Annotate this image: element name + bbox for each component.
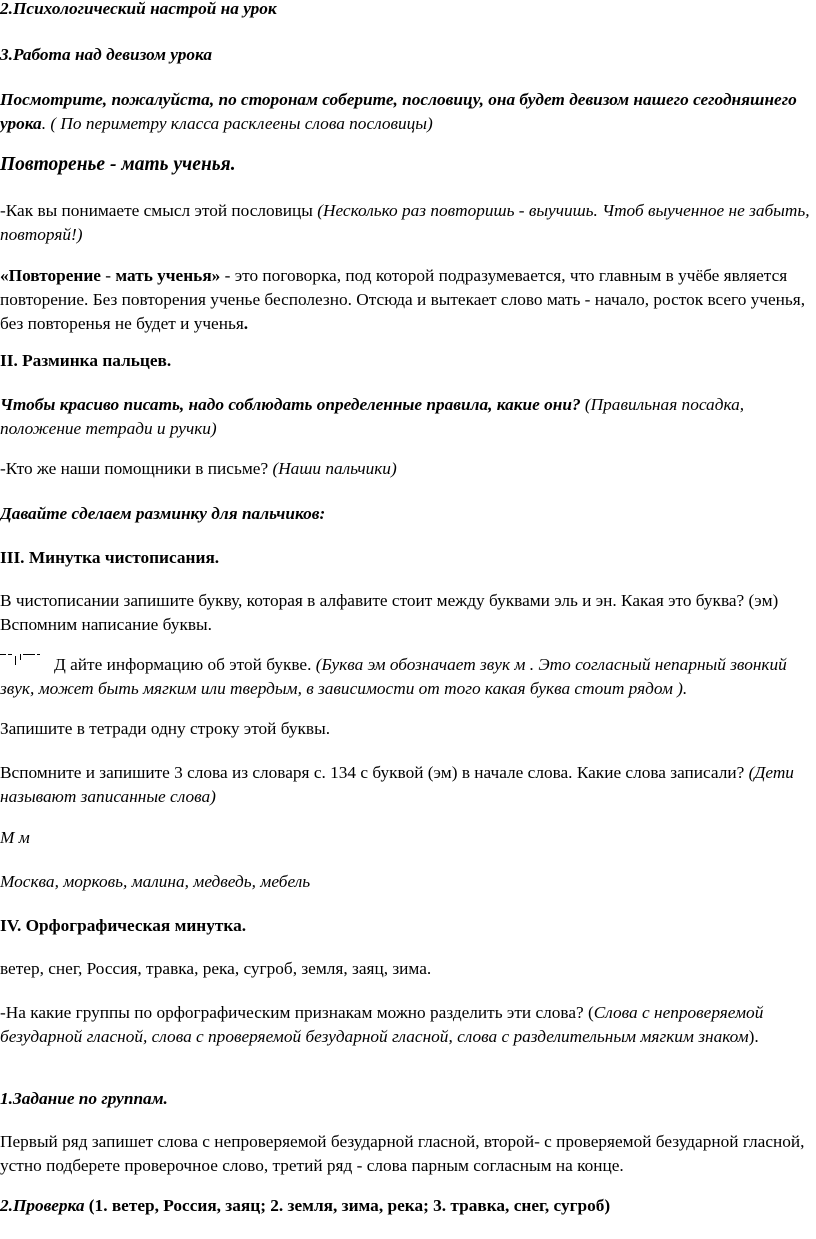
instruction-warmup: Давайте сделаем разминку для пальчиков: bbox=[0, 504, 326, 523]
paragraph-group-task: Первый ряд запишет слова с непроверяемой безударной гласной, второй- с проверяемой безударной гласной, устно подберете проверочное слово, третий ряд - слова парным согласным на конце. bbox=[0, 1132, 805, 1175]
answer-text: (Несколько раз повторишь - выучишь. Чтоб выученное не забыть, повторяй!) bbox=[0, 201, 810, 244]
answer-text: Слова с непроверяемой безударной гласной, слова с проверяемой безударной гласной, слова с разделительным мягким знаком bbox=[0, 1003, 764, 1046]
heading-motto-work: 3.Работа над девизом урока bbox=[0, 45, 212, 64]
answer-text: (Правильная посадка, положение тетради и ручки) bbox=[0, 395, 745, 438]
paragraph-proverb-meaning bbox=[0, 199, 814, 247]
instruction-text: Вспомните и запишите 3 слова из словаря с. 134 с буквой (эм) в начале слова. Какие слова записали? bbox=[0, 763, 749, 782]
note-text: . ( По периметру класса расклеены слова пословицы) bbox=[41, 114, 433, 133]
paragraph-check bbox=[0, 1194, 814, 1218]
heading-group-task: 1.Задание по группам. bbox=[0, 1089, 168, 1108]
broken-image-icon bbox=[0, 653, 42, 671]
paragraph-write-line: Запишите в тетради одну строку этой буквы. bbox=[0, 719, 331, 738]
heading-spelling: IV. Орфографическая минутка. bbox=[0, 916, 247, 935]
instruction-text: Посмотрите, пожалуйста, по сторонам соберите, пословицу, она будет девизом нашего сегодняшнего урока bbox=[0, 90, 797, 133]
question-text: -Как вы понимаете смысл этой пословицы bbox=[0, 201, 318, 220]
closing-text: ). bbox=[748, 1027, 759, 1046]
paragraph-collect-proverb bbox=[0, 88, 814, 136]
paragraph-helpers bbox=[0, 457, 814, 481]
paragraph-proverb-explanation bbox=[0, 264, 814, 336]
question-text: Чтобы красиво писать, надо соблюдать определенные правила, какие они? bbox=[0, 395, 581, 414]
question-text: -На какие группы по орфографическим признакам можно разделить эти слова? ( bbox=[0, 1003, 594, 1022]
instruction-text: Д айте информацию об этой букве. bbox=[54, 655, 316, 674]
check-answers: (1. ветер, Россия, заяц; 2. земля, зима, река; 3. травка, снег, сугроб) bbox=[84, 1196, 611, 1215]
paragraph-spelling-groups bbox=[0, 1001, 814, 1049]
question-text: -Кто же наши помощники в письме? bbox=[0, 459, 273, 478]
paragraph-writing-rules bbox=[0, 393, 814, 441]
check-label: 2.Проверка bbox=[0, 1196, 85, 1215]
bold-term-1: «Повторение bbox=[0, 266, 101, 285]
answer-text: (Дети называют записанные слова) bbox=[0, 763, 794, 806]
paragraph-letter-question: В чистописании запишите букву, которая в алфавите стоит между буквами эль и эн. Какая это буква? (эм) Вспомним написание буквы. bbox=[0, 591, 779, 634]
word-list-m: Москва, морковь, малина, медведь, мебель bbox=[0, 872, 311, 891]
answer-text: (Буква эм обозначает звук м . Это согласный непарный звонкий звук, может быть мягким или твердым, в зависимости от того какая буква стоит рядом ). bbox=[0, 655, 787, 698]
paragraph-dictionary-words bbox=[0, 761, 814, 809]
bold-term-2: мать ученья» bbox=[115, 266, 221, 285]
heading-psych-mood: 2.Психологический настрой на урок bbox=[0, 0, 277, 18]
proverb-title: Повторенье - мать ученья. bbox=[0, 154, 236, 175]
heading-finger-warmup: II. Разминка пальцев. bbox=[0, 351, 172, 370]
dash-text: - bbox=[100, 266, 116, 285]
heading-calligraphy: III. Минутка чистописания. bbox=[0, 548, 220, 567]
answer-text: (Наши пальчики) bbox=[272, 459, 397, 478]
bold-period: . bbox=[243, 314, 249, 333]
explanation-text: - это поговорка, под которой подразумевается, что главным в учёбе является повторение. Без повторения ученье бесполезно. Отсюда и вытекает слово мать - начало, росток всего ученья, без повторенья не будет и ученья bbox=[0, 266, 806, 333]
letter-sample: М м bbox=[0, 828, 30, 847]
word-list-spelling: ветер, снег, Россия, травка, река, сугроб, земля, заяц, зима. bbox=[0, 959, 432, 978]
paragraph-letter-info bbox=[0, 653, 814, 701]
